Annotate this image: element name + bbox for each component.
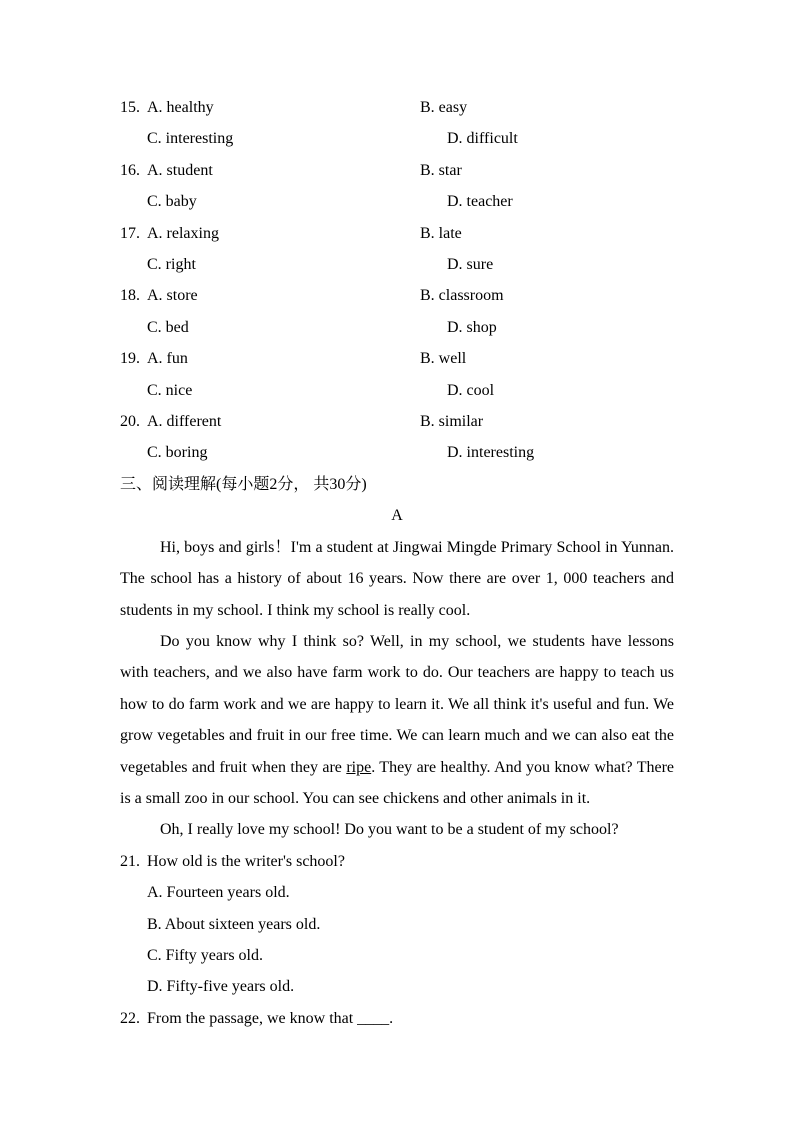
mc-row-cd [120,312,674,343]
mc-option-d: D. shop [447,318,497,336]
mc-row-ab [120,155,674,186]
mc-option-c: C. interesting [147,130,234,148]
mc-option-b: B. easy [420,99,468,116]
question-number: 17. [120,224,140,242]
mc-option-d: D. sure [447,256,494,274]
mc-option-c: C. bed [147,318,189,336]
question-21-option-c: C. Fifty years old. [147,946,263,964]
passage-paragraph-1: Hi, boys and girls！I'm a student at Jingwai Mingde Primary School in Yunnan. The school has a history of about 16 years. Now there are over 1, 000 teachers and students in my school. I think my school is really cool. [120,538,674,619]
reading-comprehension-section [120,469,674,1034]
question-22 [120,1003,674,1034]
mc-question-18 [120,280,674,343]
mc-row-ab [120,343,674,374]
mc-option-b: B. late [420,224,462,242]
mc-option-a: A. fun [147,350,188,368]
passage-label: A [391,507,403,525]
question-21-option-b: B. About sixteen years old. [147,915,321,933]
mc-row-ab [120,280,674,311]
mc-row-ab [120,218,674,249]
mc-row-ab [120,92,674,123]
question-number: 15. [120,99,140,116]
mc-option-a: A. store [147,287,198,305]
mc-option-a-cell [120,406,420,437]
mc-option-a-cell [120,155,420,186]
mc-option-a-cell [120,343,420,374]
question-number: 16. [120,161,140,179]
mc-option-d: D. teacher [447,193,513,211]
mc-option-c: C. right [147,256,196,274]
mc-row-cd [120,375,674,406]
question-text: How old is the writer's school? [147,852,345,870]
question-number: 22. [120,1009,140,1027]
question-21-option-a: A. Fourteen years old. [147,884,290,902]
mc-option-a: A. relaxing [147,224,219,242]
mc-row-cd [120,186,674,217]
question-21 [120,846,674,877]
mc-option-d: D. cool [447,381,495,399]
question-21-option-d: D. Fifty-five years old. [147,978,295,996]
question-number: 21. [120,852,140,870]
mc-row-cd [120,123,674,154]
mc-option-b: B. star [420,161,462,179]
mc-option-a-cell [120,280,420,311]
passage-paragraph-2 [120,626,674,814]
reading-section-title: 三、阅读理解(每小题2分， 共30分) [120,475,367,493]
mc-option-a: A. student [147,161,213,179]
mc-option-a-cell [120,218,420,249]
passage-text-before: Do you know why I think so? Well, in my school, we students have lessons with teachers, and we also have farm work to do. Our teachers are happy to teach us how to do farm work and we are happy to learn it. We all think it's useful and fun. We grow vegetables and fruit in our free time. We can learn much and we can also eat the vegetables and fruit when they are [120,632,674,776]
mc-option-b: B. classroom [420,287,504,305]
mc-option-d: D. difficult [447,130,518,148]
mc-row-cd [120,249,674,280]
mc-option-a: A. different [147,413,222,431]
passage-paragraph-3: Oh, I really love my school! Do you want to be a student of my school? [160,821,619,839]
mc-row-cd [120,437,674,468]
mc-question-17 [120,218,674,281]
mc-option-a-cell [120,92,420,123]
mc-option-c: C. nice [147,381,193,399]
mc-option-d: D. interesting [447,444,535,462]
mc-question-20 [120,406,674,469]
mc-option-a: A. healthy [147,99,214,116]
passage-text-after: . They are healthy. And you know what? There is a small zoo in our school. You can see chickens and other animals in it. [120,758,675,807]
mc-option-b: B. similar [420,413,484,431]
mc-option-c: C. boring [147,444,208,462]
mc-row-ab [120,406,674,437]
question-number: 18. [120,287,140,305]
mc-question-16 [120,155,674,218]
underlined-word-ripe: ripe [346,758,372,776]
question-number: 20. [120,413,140,431]
mc-option-b: B. well [420,350,467,368]
mc-question-15 [120,92,674,155]
mc-option-c: C. baby [147,193,197,211]
multiple-choice-section [120,92,674,469]
mc-question-19 [120,343,674,406]
question-text: From the passage, we know that ____. [147,1009,394,1027]
question-number: 19. [120,350,140,368]
